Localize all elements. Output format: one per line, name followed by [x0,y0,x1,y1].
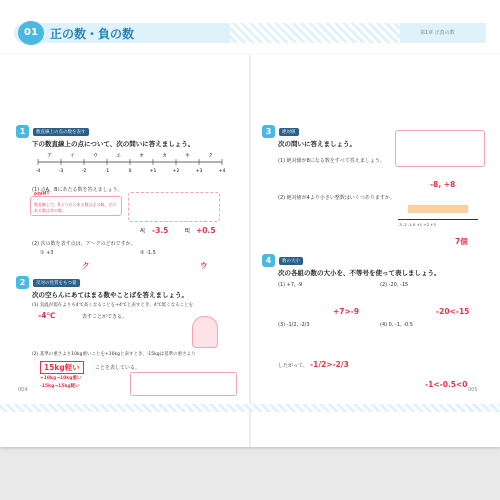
q2-table-box [130,372,237,396]
q1-sub1: (1) 点A、Bにあたる数を答えましょう。 [32,187,123,193]
q4-item1: (1) +7, -9 [278,282,303,288]
q3-line1: (1) 絶対値が8になる数をすべて答えましょう。 [278,158,385,164]
number-line [30,148,230,180]
footer-stripe [0,404,500,412]
q1-sub2: (2) 次の数を表す点は、ア〜クのどれですか。 [32,241,136,247]
q4-question: 次の各組の数の大小を、不等号を使って表しましょう。 [278,269,441,277]
q3-number: 3 [262,125,275,138]
q2-answer2: 15kg軽い [40,361,84,374]
number-line-group [36,152,226,174]
number-line-point-label: ク [207,153,214,159]
q4-answer1: +7>-9 [333,307,360,316]
q2-line3: (2) 基準の重さより10kg重いことを+10kgと表すとき、-15kgは基準の重さより [32,352,196,357]
q2-number: 2 [16,276,29,289]
q1-tag: 数直線上の点の数を表す [33,128,89,136]
q3-line-nums: -3 -2 -1 0 +1 +2 +3 [398,222,436,227]
number-line-tick-label: -1 [104,169,110,174]
q3-answer1: -8, +8 [430,180,456,189]
number-line-tick-label: -3 [58,169,64,174]
q4-item4: (4) 0, -1, -0.5 [380,322,413,328]
q3-mini-line [398,205,478,220]
q2-tag: 反対の性質をもつ量 [33,279,80,287]
q4-header [262,254,303,267]
chapter-tag: 第1章 正負の数 [420,30,455,36]
number-line-tick-label: +3 [195,169,203,174]
q2-line2: 表すことができる。 [82,314,128,320]
q1-header [16,125,89,138]
number-line-tick-label: +1 [149,169,157,174]
number-line-point-label: ウ [92,153,99,159]
ans-ku: ク [82,261,90,270]
a-label: A[ [140,228,146,234]
page-number-left: 004 [18,387,28,393]
q2-line1: (1) 気温が現在よりも4℃高くなることを+4℃と表すとき、4℃低くなることを [32,303,194,308]
q3-line2: (2) 絶対値が4より小さい整数はいくつありますか。 [278,195,395,201]
q3-answer2: 7個 [455,237,468,246]
b-answer: +0.5 [196,226,216,235]
number-line-tick-label: -4 [35,169,41,174]
q3-question: 次の問いに答えましょう。 [278,140,356,148]
number-line-tick-label: +2 [172,169,180,174]
page-title: 正の数・負の数 [50,27,135,41]
q1-item1: ① +3 [40,250,54,256]
point-text: 数直線上で、0より右にある数は正の数、左にある数は負の数。 [34,202,117,213]
number-line-point-label: キ [184,153,191,159]
q2-hint1: +10kg→10kg重い [40,376,82,381]
number-line-point-label: ア [46,153,53,159]
hint-box [128,192,220,222]
q1-question: 下の数直線上の点について、次の問いに答えましょう。 [32,140,195,148]
number-line-tick-label: 0 [128,169,132,174]
q3-point-box [395,130,485,167]
q1-number: 1 [16,125,29,138]
q4-item2: (2) -20, -15 [380,282,409,288]
q4-answer3: -1/2>-2/3 [310,360,349,369]
q3-tag: 絶対値 [279,128,299,136]
q4-answer4: -1<-0.5<0 [425,380,468,389]
q4-therefore: したがって、 [278,363,308,369]
number-line-point-label: エ [115,153,122,159]
a-answer: -3.5 [152,226,169,235]
number-line-tick-label: +4 [218,169,226,174]
ans-u: ウ [200,261,208,270]
number-line-point-label: オ [138,153,145,159]
lesson-badge: 01 [18,21,44,45]
q4-number: 4 [262,254,275,267]
q2-question: 次の空らんにあてはまる数やことばを答えましょう。 [32,291,188,299]
q4-tag: 数の大小 [279,257,303,265]
q4-item3: (3) -1/2, -2/3 [278,322,310,328]
number-line-point-label: カ [161,153,168,159]
b-label: B[ [185,228,191,234]
q2-line4: ことを表している。 [95,365,141,371]
gutter [249,55,251,447]
q2-hint2: -15kg→15kg軽い [40,384,80,389]
number-line-point-label: イ [69,153,76,159]
q1-item2: ② -1.5 [140,250,156,256]
title-stripe [230,23,400,43]
q2-answer1: -4℃ [38,311,56,320]
character-illustration [192,316,218,348]
q3-header [262,125,299,138]
q4-answer2: -20<-15 [436,307,470,316]
q2-header [16,276,80,289]
point-label: POINT [33,191,50,198]
page-number-right: 005 [468,387,478,393]
number-line-tick-label: -2 [81,169,87,174]
